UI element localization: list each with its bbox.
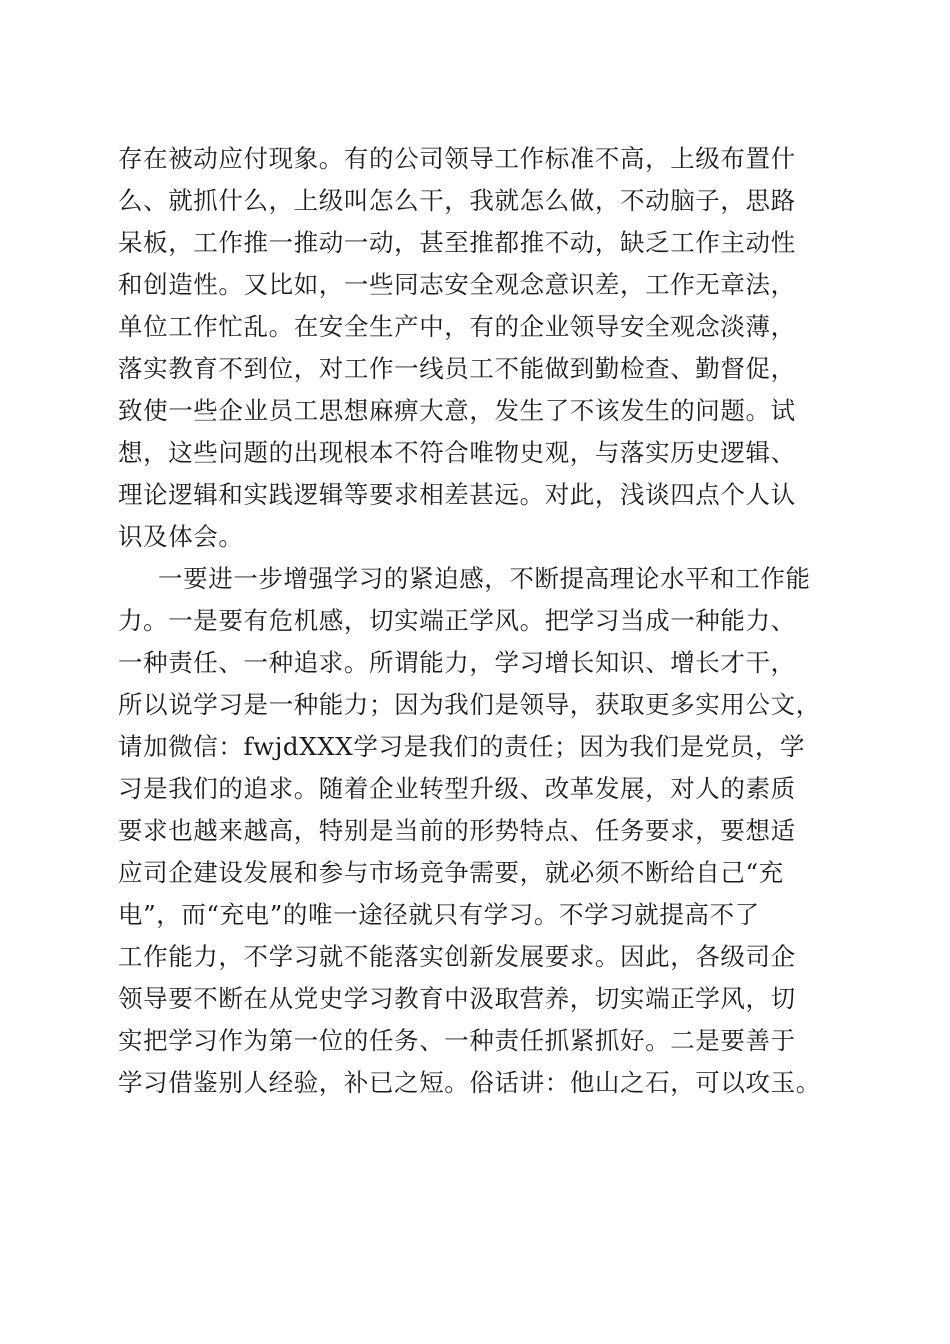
text-line: 想，这些问题的出现根本不符合唯物史观，与落实历史逻辑、 [118,438,796,467]
paragraph-start-line: 一要进一步增强学习的紧迫感，不断提高理论水平和工作能 [158,564,811,593]
text-line: 实把学习作为第一位的任务、一种责任抓紧抓好。二是要善于 [118,1026,796,1055]
text-line: 致使一些企业员工思想麻痹大意，发生了不该发生的问题。试 [118,396,796,425]
text-line: 么、就抓什么，上级叫怎么干，我就怎么做，不动脑子，思路 [118,186,796,215]
text-line: 单位工作忙乱。在安全生产中，有的企业领导安全观念淡薄， [118,312,796,341]
text-line: 落实教育不到位，对工作一线员工不能做到勤检查、勤督促， [118,354,796,383]
text-line: 力。一是要有危机感，切实端正学风。把学习当成一种能力、 [118,606,796,635]
text-line: 呆板，工作推一推动一动，甚至推都推不动，缺乏工作主动性 [118,228,796,257]
text-line: 习是我们的追求。随着企业转型升级、改革发展，对人的素质 [118,774,796,803]
text-line: 理论逻辑和实践逻辑等要求相差甚远。对此，浅谈四点个人认 [118,480,796,509]
text-line: 所以说学习是一种能力；因为我们是领导，获取更多实用公文， [118,690,821,719]
text-line: 电”，而“充电”的唯一途径就只有学习。不学习就提高不了 [118,900,760,929]
text-line: 存在被动应付现象。有的公司领导工作标准不高，上级布置什 [118,144,796,173]
text-line: 请加微信：fwjdXXX学习是我们的责任；因为我们是党员，学 [118,732,806,761]
text-line: 学习借鉴别人经验，补已之短。俗话讲：他山之石，可以攻玉。 [118,1068,821,1097]
body-text [118,138,838,1104]
text-line: 识及体会。 [118,522,244,551]
text-line: 领导要不断在从党史学习教育中汲取营养，切实端正学风，切 [118,984,796,1013]
text-line: 一种责任、一种追求。所谓能力，学习增长知识、增长才干， [118,648,796,677]
text-line: 要求也越来越高，特别是当前的形势特点、任务要求，要想适 [118,816,796,845]
text-line: 应司企建设发展和参与市场竞争需要，就必须不断给自己“充 [118,858,784,887]
text-line: 工作能力，不学习就不能落实创新发展要求。因此，各级司企 [118,942,796,971]
text-line: 和创造性。又比如，一些同志安全观念意识差，工作无章法， [118,270,796,299]
